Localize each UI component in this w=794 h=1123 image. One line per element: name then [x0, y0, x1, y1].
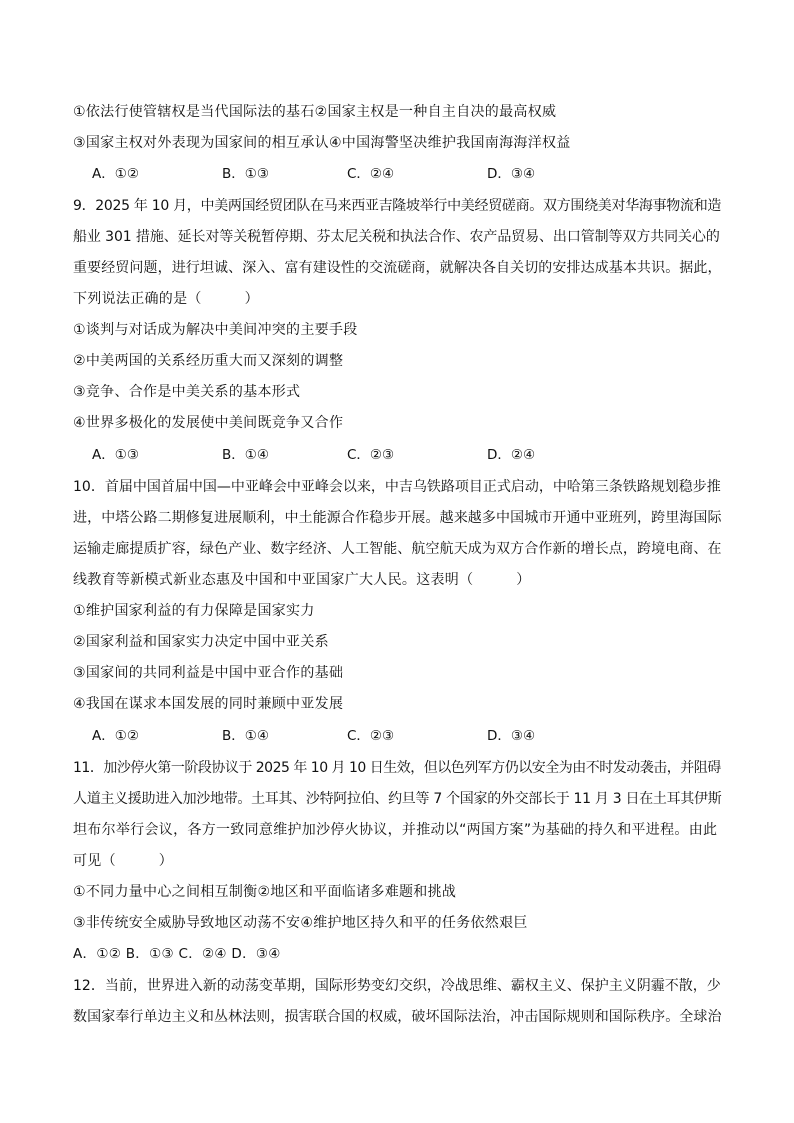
q10-option-c[interactable]: C．②③	[347, 728, 395, 744]
q10-statement-3: ③国家间的共同利益是中国中亚合作的基础	[73, 665, 344, 681]
q11-stem-line-2: 人道主义援助进入加沙地带。土耳其、沙特阿拉伯、约旦等 7 个国家的外交部长于 11 月 3 日在土耳其伊斯	[73, 791, 722, 807]
q10-option-b[interactable]: B．①④	[222, 728, 269, 744]
q9-statement-4: ④世界多极化的发展使中美间既竞争又合作	[73, 415, 344, 431]
q8-options	[92, 164, 652, 184]
q9-option-b[interactable]: B．①④	[222, 447, 269, 463]
q12-stem-line-2: 数国家奉行单边主义和丛林法则，损害联合国的权威，破坏国际法治，冲击国际规则和国际秩序。全球治	[73, 1009, 722, 1025]
q10-statement-2: ②国家利益和国家实力决定中国中亚关系	[73, 634, 329, 650]
q8-option-b[interactable]: B．①③	[222, 166, 269, 182]
q9-option-a[interactable]: A．①③	[92, 447, 139, 463]
q9-stem-line-4: 下列说法正确的是（ ）	[73, 291, 259, 307]
q11-statements-line-1: ①不同力量中心之间相互制衡②地区和平面临诸多难题和挑战	[73, 884, 457, 900]
q10-options	[92, 726, 652, 746]
q8-statements-line-1: ①依法行使管辖权是当代国际法的基石②国家主权是一种自主自决的最高权威	[73, 104, 557, 120]
q10-stem-line-3: 运输走廊提质扩容，绿色产业、数字经济、人工智能、航空航天成为双方合作新的增长点，跨境电商、在	[73, 541, 722, 557]
q11-statements-line-2: ③非传统安全威胁导致地区动荡不安④维护地区持久和平的任务依然艰巨	[73, 915, 528, 931]
q10-option-d[interactable]: D．③④	[487, 728, 536, 744]
q9-options	[92, 445, 652, 465]
q9-stem-line-2: 船业 301 措施、延长对等关税暂停期、芬太尼关税和执法合作、农产品贸易、出口管制等双方共同关心的	[73, 229, 720, 245]
q10-statement-4: ④我国在谋求本国发展的同时兼顾中亚发展	[73, 696, 344, 712]
q8-option-d[interactable]: D．③④	[487, 166, 536, 182]
q11-options[interactable]: A．①② B．①③ C．②④ D．③④	[73, 946, 281, 962]
q9-option-c[interactable]: C．②③	[347, 447, 395, 463]
q10-statement-1: ①维护国家利益的有力保障是国家实力	[73, 603, 315, 619]
q11-stem-line-3: 坦布尔举行会议，各方一致同意维护加沙停火协议，并推动以“两国方案”为基础的持久和平进程。由此	[73, 822, 718, 838]
q11-stem-line-4: 可见（ ）	[73, 853, 174, 869]
q10-stem-line-1: 10．首届中国首届中国—中亚峰会中亚峰会以来，中吉乌铁路项目正式启动，中哈第三条铁路规划稳步推	[73, 479, 721, 495]
q9-stem-line-1: 9．2025 年 10 月，中美两国经贸团队在马来西亚吉隆坡举行中美经贸磋商。双方围绕美对华海事物流和造	[73, 198, 722, 214]
q10-stem-line-2: 进，中塔公路二期修复进展顺利，中土能源合作稳步开展。越来越多中国城市开通中亚班列，跨里海国际	[73, 510, 722, 526]
q10-option-a[interactable]: A．①②	[92, 728, 139, 744]
q10-stem-line-4: 线教育等新模式新业态惠及中国和中亚国家广大人民。这表明（ ）	[73, 572, 531, 588]
q12-stem-line-1: 12．当前，世界进入新的动荡变革期，国际形势变幻交织，冷战思维、霸权主义、保护主义阴霾不散，少	[73, 978, 721, 994]
q8-option-c[interactable]: C．②④	[347, 166, 395, 182]
q9-stem-line-3: 重要经贸问题，进行坦诚、深入、富有建设性的交流磋商，就解决各自关切的安排达成基本共识。据此，	[73, 260, 722, 276]
q9-statement-3: ③竞争、合作是中美关系的基本形式	[73, 384, 301, 400]
q9-option-d[interactable]: D．②④	[487, 447, 536, 463]
q8-option-a[interactable]: A．①②	[92, 166, 139, 182]
q9-statement-1: ①谈判与对话成为解决中美间冲突的主要手段	[73, 322, 358, 338]
q8-statements-line-2: ③国家主权对外表现为国家间的相互承认④中国海警坚决维护我国南海海洋权益	[73, 135, 571, 151]
q9-statement-2: ②中美两国的关系经历重大而又深刻的调整	[73, 353, 344, 369]
q11-stem-line-1: 11．加沙停火第一阶段协议于 2025 年 10 月 10 日生效，但以色列军方仍以安全为由不时发动袭击，并阻碍	[73, 760, 721, 776]
